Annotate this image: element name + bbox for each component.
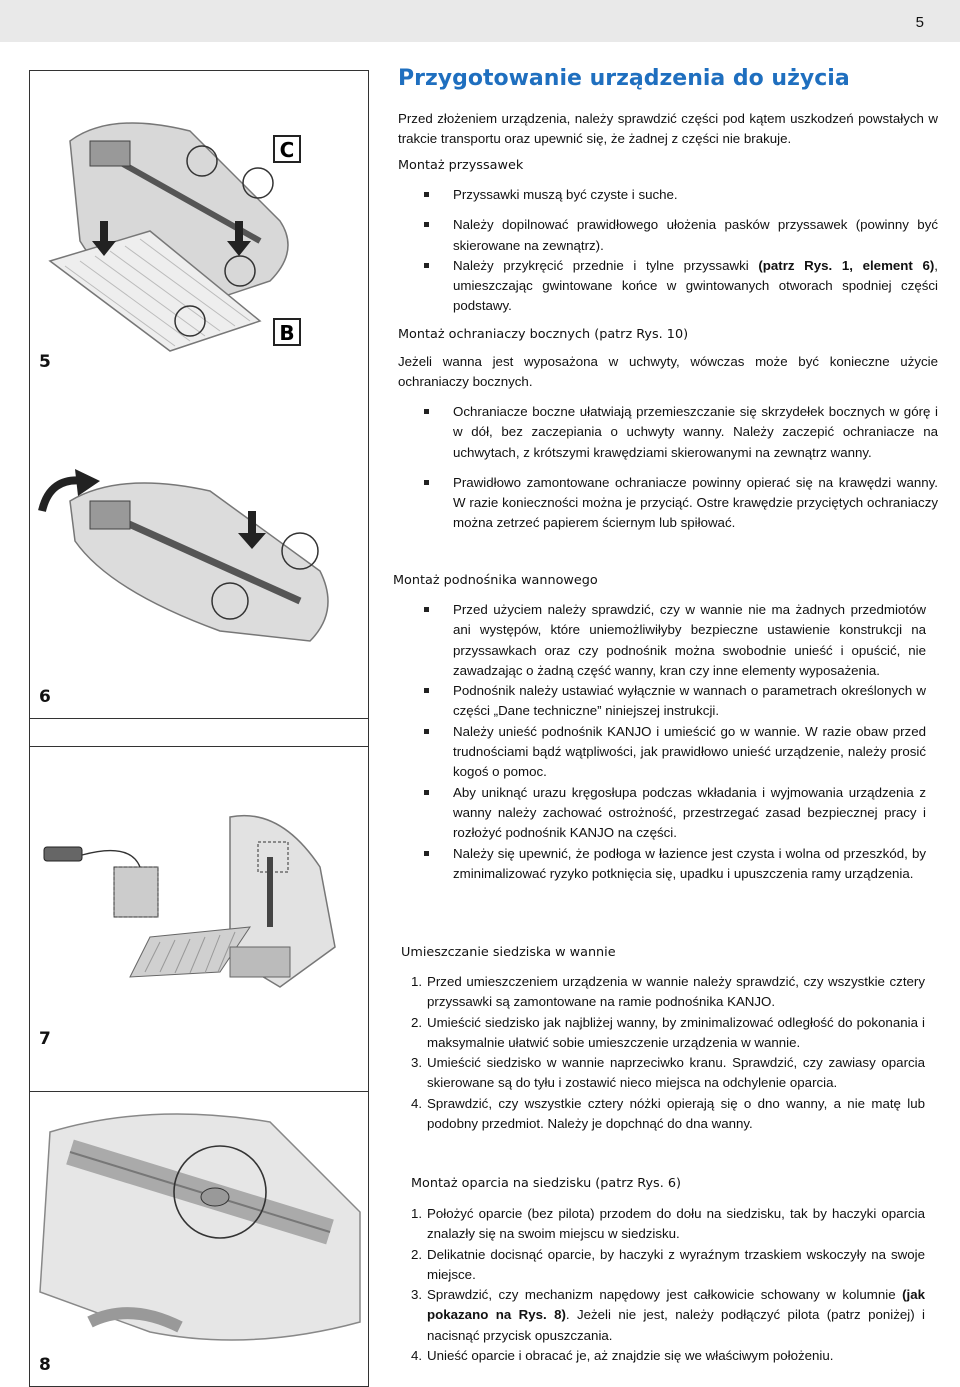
item-text: Sprawdzić, czy wszystkie cztery nóżki opierają się o dno wanny, a nie matę lub podobny przedmiot. Należy je dopchnąć do dna wanny. xyxy=(427,1095,925,1132)
list-item xyxy=(411,1204,925,1245)
figure-8-illustration xyxy=(30,1092,368,1386)
item-text-tail: . Jeżeli nie jest, należy podłączyć pilota (patrz poniżej) i nacisnąć przycisk opuszczania. xyxy=(427,1307,925,1343)
item-number: 3. xyxy=(411,1287,423,1303)
figure-number-6: 6 xyxy=(39,687,51,707)
list-item xyxy=(411,1094,925,1135)
item-text: Sprawdzić, czy mechanizm napędowy jest całkowicie schowany w kolumnie xyxy=(427,1287,896,1303)
list-item xyxy=(411,1346,925,1366)
item-number: 3. xyxy=(411,1055,423,1071)
seat-list xyxy=(411,972,925,1134)
item-text: Delikatnie docisnąć oparcie, by haczyki z wyraźnym trzaskiem wskoczyły na swoje miejsce. xyxy=(427,1246,925,1282)
list-item: Należy unieść podnośnik KANJO i umieścić go w wannie. W razie obaw przed trudnościami bądź wątpliwości, jak prawidłowo unieść urządzenie, należy prosić kogoś o pomoc. xyxy=(424,722,926,783)
figure-6-panel xyxy=(29,687,369,748)
figure-8-panel xyxy=(29,1091,369,1387)
figure-7-panel xyxy=(29,746,369,1093)
figure-number-5: 5 xyxy=(39,352,51,372)
list-item: Przed użyciem należy sprawdzić, czy w wannie nie ma żadnych przedmiotów ani występów, które uniemożliwiłyby bezpieczne ustawienie konstrukcji na przyssawkach oraz czy podnośnik można swobodnie unieść i opuścić, nie zawadzając o żadną część wanny, kran czy inne elementy wyposażenia. xyxy=(424,600,926,681)
item-number: 1. xyxy=(411,1206,423,1221)
item-number: 4. xyxy=(411,1095,423,1111)
item-text: Położyć oparcie (bez pilota) przodem do dołu na siedzisku, tak by haczyki oparcia znalazły się na swoim miejscu w siedzisku. xyxy=(427,1206,925,1242)
item-number: 2. xyxy=(411,1014,423,1030)
list-item: Podnośnik należy ustawiać wyłącznie w wannach o parametrach określonych w części „Dane techniczne” niniejszej instrukcji. xyxy=(424,681,926,722)
intro-paragraph: Przed złożeniem urządzenia, należy sprawdzić części pod kątem uszkodzeń powstałych w trakcie transportu oraz upewnić się, że żadnej z części nie brakuje. xyxy=(398,111,938,147)
item-text: Umieścić siedzisko w wannie naprzeciwko kranu. Sprawdzić, czy zawiasy oparcia skierowane są do tyłu i zostawić nieco miejsca na odchylenie oparcia. xyxy=(427,1055,925,1091)
suction-list xyxy=(424,185,938,317)
figure-5-illustration xyxy=(30,71,368,719)
guards-list xyxy=(424,402,938,534)
item-text: Umieścić siedzisko jak najbliżej wanny, by zminimalizować odległość do pokonania i maksymalnie ułatwić sobie umieszczenie urządzenia w wannie. xyxy=(427,1014,925,1050)
item-number: 1. xyxy=(411,974,423,989)
figure-number-8: 8 xyxy=(39,1355,51,1375)
label-c: C xyxy=(279,138,295,162)
label-b: B xyxy=(279,321,295,345)
list-item: Należy się upewnić, że podłoga w łazience jest czysta i wolna od przeszkód, by zminimalizować ryzyko potknięcia się, upadku i upuszczenia ramy urządzenia. xyxy=(424,844,926,885)
item-text-tail: , umieszczając gwintowane końce w gwintowanych otworach spodniej części podstawy. xyxy=(453,257,938,314)
list-item: Aby uniknąć urazu kręgosłupa podczas wkładania i wyjmowania urządzenia z wanny należy zachować ostrożność, przestrzegać zasad bezpiecznej pracy i rozłożyć podnośnik KANJO na części. xyxy=(424,783,926,844)
list-item xyxy=(411,1285,925,1346)
list-item xyxy=(424,256,938,317)
list-item xyxy=(411,1013,925,1054)
suction-heading: Montaż przyssawek xyxy=(398,158,524,173)
page-title: Przygotowanie urządzenia do użycia xyxy=(398,66,850,91)
lift-heading: Montaż podnośnika wannowego xyxy=(393,573,598,588)
lift-list xyxy=(424,600,926,884)
figure-7-illustration xyxy=(30,747,368,1092)
item-text: Przed umieszczeniem urządzenia w wannie należy sprawdzić, czy wszystkie cztery przyssawki są zamontowane na ramie podnośnika KANJO. xyxy=(427,974,925,1010)
item-text: Unieść oparcie i obracać je, aż znajdzie się we właściwym położeniu. xyxy=(427,1348,834,1364)
item-number: 2. xyxy=(411,1246,423,1262)
list-item: Należy dopilnować prawidłowego ułożenia pasków przyssawek (powinny być skierowane na zewnątrz). xyxy=(424,215,938,256)
figure-number-7: 7 xyxy=(39,1029,51,1049)
backrest-heading: Montaż oparcia na siedzisku (patrz Rys. 6) xyxy=(411,1176,681,1191)
figure-5-panel xyxy=(29,70,369,720)
item-text: Należy przykręcić przednie i tylne przyssawki xyxy=(453,257,749,273)
seat-heading: Umieszczanie siedziska w wannie xyxy=(401,945,616,960)
guards-heading: Montaż ochraniaczy bocznych (patrz Rys. 10) xyxy=(398,327,689,342)
figure-reference: (patrz Rys. 1, element 6) xyxy=(758,257,935,273)
header-bar xyxy=(0,0,960,42)
list-item: Przyssawki muszą być czyste i suche. xyxy=(424,185,938,205)
list-item: Ochraniacze boczne ułatwiają przemieszczanie się skrzydełek bocznych w górę i w dół, bez zaczepiania o uchwyty wanny. Należy zaczepić ochraniacze na uchwytach, z krótszymi krawędziami skierowanymi na zewnątrz wanny. xyxy=(424,402,938,463)
list-item xyxy=(411,1053,925,1094)
backrest-list xyxy=(411,1204,925,1366)
guards-intro: Jeżeli wanna jest wyposażona w uchwyty, wówczas może być konieczne użycie ochraniaczy bocznych. xyxy=(398,354,938,390)
list-item xyxy=(411,1245,925,1286)
figure-reference: (jak pokazano na Rys. 8) xyxy=(427,1287,925,1323)
list-item: Prawidłowo zamontowane ochraniacze powinny opierać się na krawędzi wanny. W razie konieczności można je przyciąć. Ostre krawędzie przyciętych ochraniaczy można zetrzeć papierem ściernym lub spiłować. xyxy=(424,473,938,534)
item-number: 4. xyxy=(411,1348,423,1364)
page-number: 5 xyxy=(915,14,924,31)
list-item xyxy=(411,972,925,1013)
